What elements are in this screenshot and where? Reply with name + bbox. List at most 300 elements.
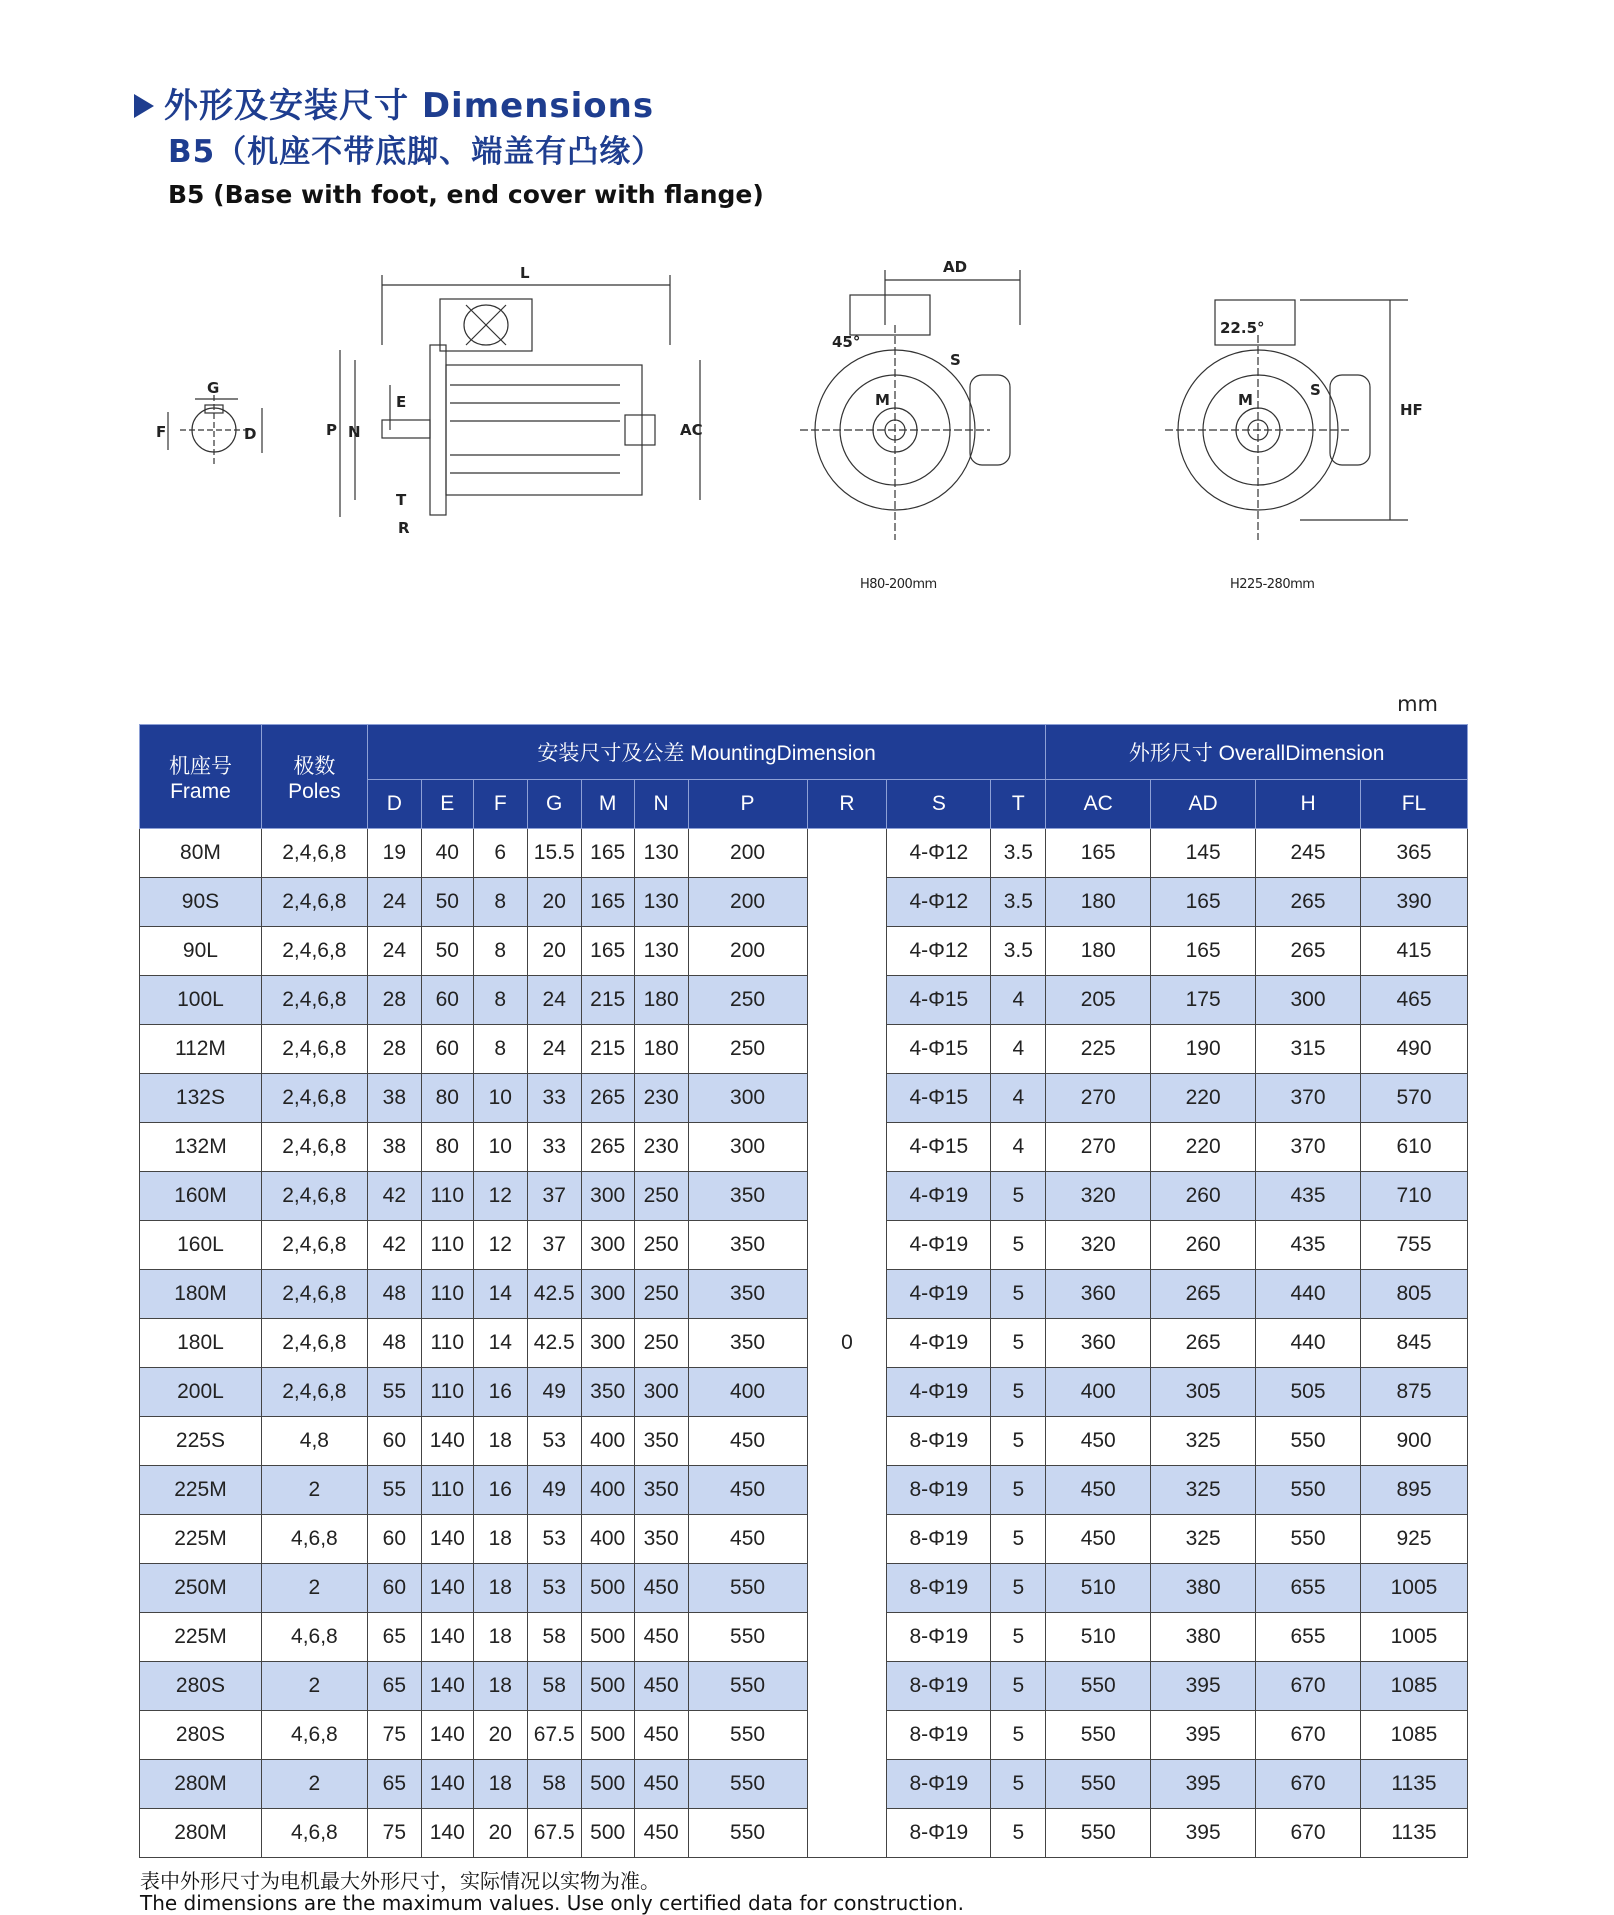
cell-ac: 550 <box>1046 1711 1151 1760</box>
cell-e: 140 <box>421 1711 473 1760</box>
cell-e: 110 <box>421 1172 473 1221</box>
cell-poles: 4,6,8 <box>261 1613 367 1662</box>
cell-t: 3.5 <box>991 927 1046 976</box>
cell-ac: 205 <box>1046 976 1151 1025</box>
cell-m: 500 <box>581 1613 634 1662</box>
table-row <box>140 1515 1468 1564</box>
cell-g: 53 <box>527 1564 581 1613</box>
cell-g: 58 <box>527 1760 581 1809</box>
label-D: D <box>244 425 257 443</box>
table-row <box>140 1564 1468 1613</box>
cell-p: 550 <box>688 1662 807 1711</box>
cell-fl: 805 <box>1360 1270 1467 1319</box>
cell-n: 450 <box>634 1711 688 1760</box>
cell-s: 4-Φ19 <box>887 1368 991 1417</box>
cell-p: 400 <box>688 1368 807 1417</box>
cell-s: 4-Φ12 <box>887 878 991 927</box>
label-45deg: 45° <box>832 333 861 351</box>
cell-p: 200 <box>688 878 807 927</box>
cell-frame: 132M <box>140 1123 262 1172</box>
cell-fl: 710 <box>1360 1172 1467 1221</box>
cell-fl: 465 <box>1360 976 1467 1025</box>
cell-ac: 400 <box>1046 1368 1151 1417</box>
label-F: F <box>156 423 167 441</box>
cell-n: 250 <box>634 1172 688 1221</box>
cell-m: 400 <box>581 1515 634 1564</box>
cell-p: 200 <box>688 829 807 878</box>
cell-m: 400 <box>581 1417 634 1466</box>
col-header-D: D <box>367 780 421 829</box>
cell-h: 505 <box>1256 1368 1361 1417</box>
cell-d: 65 <box>367 1662 421 1711</box>
technical-drawings <box>150 255 1470 600</box>
cell-d: 75 <box>367 1711 421 1760</box>
cell-p: 250 <box>688 1025 807 1074</box>
cell-d: 19 <box>367 829 421 878</box>
cell-d: 28 <box>367 976 421 1025</box>
cell-h: 435 <box>1256 1172 1361 1221</box>
label-AC: AC <box>680 421 703 439</box>
cell-d: 24 <box>367 927 421 976</box>
cell-ad: 325 <box>1151 1417 1256 1466</box>
header-mounting-group: 安装尺寸及公差 MountingDimension <box>367 725 1045 780</box>
table-row <box>140 1809 1468 1858</box>
table-row <box>140 1711 1468 1760</box>
col-header-P: P <box>688 780 807 829</box>
table-row <box>140 1074 1468 1123</box>
cell-e: 60 <box>421 1025 473 1074</box>
header-frame <box>140 725 262 829</box>
cell-n: 450 <box>634 1613 688 1662</box>
cell-poles: 4,6,8 <box>261 1515 367 1564</box>
cell-g: 24 <box>527 1025 581 1074</box>
page-heading <box>134 86 764 212</box>
cell-g: 15.5 <box>527 829 581 878</box>
footnotes <box>140 1870 964 1914</box>
cell-ad: 265 <box>1151 1270 1256 1319</box>
cell-frame: 280M <box>140 1809 262 1858</box>
cell-r: 0 <box>807 829 887 1858</box>
cell-fl: 1005 <box>1360 1564 1467 1613</box>
cell-frame: 160L <box>140 1221 262 1270</box>
cell-e: 110 <box>421 1270 473 1319</box>
cell-h: 265 <box>1256 927 1361 976</box>
cell-n: 350 <box>634 1466 688 1515</box>
subtitle-en: B5 (Base with foot, end cover with flange) <box>168 180 764 209</box>
cell-m: 500 <box>581 1711 634 1760</box>
cell-fl: 1005 <box>1360 1613 1467 1662</box>
cell-ad: 165 <box>1151 927 1256 976</box>
cell-d: 38 <box>367 1074 421 1123</box>
table-row <box>140 927 1468 976</box>
cell-poles: 2 <box>261 1760 367 1809</box>
header-poles <box>261 725 367 829</box>
cell-poles: 2,4,6,8 <box>261 1319 367 1368</box>
header-poles-en: Poles <box>288 779 341 803</box>
cell-g: 20 <box>527 878 581 927</box>
cell-h: 440 <box>1256 1319 1361 1368</box>
cell-s: 4-Φ19 <box>887 1319 991 1368</box>
cell-poles: 2 <box>261 1564 367 1613</box>
cell-frame: 225M <box>140 1613 262 1662</box>
cell-m: 165 <box>581 829 634 878</box>
section-title <box>134 86 764 126</box>
cell-ad: 325 <box>1151 1515 1256 1564</box>
cell-m: 265 <box>581 1123 634 1172</box>
cell-g: 49 <box>527 1466 581 1515</box>
cell-d: 55 <box>367 1368 421 1417</box>
cell-f: 8 <box>473 1025 527 1074</box>
table-row <box>140 878 1468 927</box>
cell-f: 10 <box>473 1074 527 1123</box>
cell-f: 18 <box>473 1417 527 1466</box>
cell-poles: 2,4,6,8 <box>261 1172 367 1221</box>
cell-frame: 180M <box>140 1270 262 1319</box>
cell-e: 140 <box>421 1613 473 1662</box>
section-title-text: 外形及安装尺寸 Dimensions <box>164 86 655 126</box>
cell-p: 350 <box>688 1172 807 1221</box>
cell-t: 4 <box>991 976 1046 1025</box>
cell-p: 550 <box>688 1613 807 1662</box>
col-header-F: F <box>473 780 527 829</box>
cell-frame: 112M <box>140 1025 262 1074</box>
cell-poles: 4,8 <box>261 1417 367 1466</box>
cell-poles: 2,4,6,8 <box>261 1025 367 1074</box>
cell-f: 8 <box>473 927 527 976</box>
cell-t: 3.5 <box>991 829 1046 878</box>
cell-s: 4-Φ15 <box>887 1074 991 1123</box>
cell-n: 180 <box>634 976 688 1025</box>
table-row <box>140 1025 1468 1074</box>
cell-f: 20 <box>473 1711 527 1760</box>
cell-ad: 175 <box>1151 976 1256 1025</box>
cell-f: 8 <box>473 878 527 927</box>
cell-frame: 80M <box>140 829 262 878</box>
cell-n: 230 <box>634 1074 688 1123</box>
cell-g: 67.5 <box>527 1809 581 1858</box>
cell-t: 5 <box>991 1417 1046 1466</box>
cell-p: 450 <box>688 1515 807 1564</box>
cell-ac: 180 <box>1046 927 1151 976</box>
cell-s: 8-Φ19 <box>887 1711 991 1760</box>
cell-m: 500 <box>581 1760 634 1809</box>
footnote-cn: 表中外形尺寸为电机最大外形尺寸，实际情况以实物为准。 <box>140 1869 660 1893</box>
cell-ac: 225 <box>1046 1025 1151 1074</box>
cell-e: 140 <box>421 1564 473 1613</box>
table-row <box>140 1319 1468 1368</box>
cell-frame: 132S <box>140 1074 262 1123</box>
cell-p: 450 <box>688 1417 807 1466</box>
cell-d: 65 <box>367 1613 421 1662</box>
cell-n: 250 <box>634 1319 688 1368</box>
cell-d: 42 <box>367 1172 421 1221</box>
cell-h: 550 <box>1256 1417 1361 1466</box>
cell-p: 550 <box>688 1711 807 1760</box>
cell-fl: 900 <box>1360 1417 1467 1466</box>
cell-h: 435 <box>1256 1221 1361 1270</box>
header-frame-en: Frame <box>170 779 231 803</box>
cell-f: 18 <box>473 1760 527 1809</box>
table-row <box>140 1221 1468 1270</box>
cell-m: 350 <box>581 1368 634 1417</box>
label-N: N <box>348 423 361 441</box>
cell-f: 8 <box>473 976 527 1025</box>
cell-frame: 250M <box>140 1564 262 1613</box>
cell-poles: 4,6,8 <box>261 1809 367 1858</box>
cell-n: 450 <box>634 1662 688 1711</box>
header-poles-cn: 极数 <box>293 754 336 778</box>
cell-d: 75 <box>367 1809 421 1858</box>
cell-ac: 320 <box>1046 1221 1151 1270</box>
table-row <box>140 829 1468 878</box>
table-row <box>140 1172 1468 1221</box>
caption-h225-280: H225-280mm <box>1230 577 1315 592</box>
cell-poles: 2 <box>261 1662 367 1711</box>
cell-t: 4 <box>991 1074 1046 1123</box>
cell-h: 245 <box>1256 829 1361 878</box>
cell-t: 5 <box>991 1662 1046 1711</box>
cell-t: 5 <box>991 1466 1046 1515</box>
cell-s: 4-Φ19 <box>887 1172 991 1221</box>
cell-n: 250 <box>634 1221 688 1270</box>
label-G: G <box>207 379 220 397</box>
cell-n: 450 <box>634 1809 688 1858</box>
cell-p: 350 <box>688 1270 807 1319</box>
label-AD: AD <box>943 258 968 276</box>
cell-s: 4-Φ15 <box>887 1025 991 1074</box>
cell-n: 130 <box>634 829 688 878</box>
cell-h: 315 <box>1256 1025 1361 1074</box>
cell-g: 67.5 <box>527 1711 581 1760</box>
cell-ad: 260 <box>1151 1221 1256 1270</box>
cell-poles: 2,4,6,8 <box>261 976 367 1025</box>
cell-ac: 450 <box>1046 1417 1151 1466</box>
cell-ad: 395 <box>1151 1809 1256 1858</box>
cell-s: 4-Φ19 <box>887 1270 991 1319</box>
col-header-FL: FL <box>1360 780 1467 829</box>
col-header-T: T <box>991 780 1046 829</box>
cell-h: 440 <box>1256 1270 1361 1319</box>
cell-s: 8-Φ19 <box>887 1515 991 1564</box>
cell-frame: 180L <box>140 1319 262 1368</box>
cell-f: 10 <box>473 1123 527 1172</box>
cell-s: 8-Φ19 <box>887 1809 991 1858</box>
cell-t: 5 <box>991 1711 1046 1760</box>
cell-ac: 180 <box>1046 878 1151 927</box>
cell-fl: 365 <box>1360 829 1467 878</box>
cell-d: 24 <box>367 878 421 927</box>
label-S2: S <box>1310 381 1321 399</box>
cell-ad: 325 <box>1151 1466 1256 1515</box>
cell-ac: 550 <box>1046 1809 1151 1858</box>
cell-ad: 265 <box>1151 1319 1256 1368</box>
dimensions-table <box>139 724 1468 1858</box>
cell-e: 140 <box>421 1515 473 1564</box>
cell-e: 60 <box>421 976 473 1025</box>
cell-frame: 225M <box>140 1515 262 1564</box>
cell-poles: 2,4,6,8 <box>261 829 367 878</box>
table-row <box>140 1270 1468 1319</box>
table-row <box>140 1123 1468 1172</box>
cell-m: 215 <box>581 976 634 1025</box>
cell-ac: 450 <box>1046 1466 1151 1515</box>
cell-ad: 220 <box>1151 1074 1256 1123</box>
cell-ac: 270 <box>1046 1123 1151 1172</box>
table-row <box>140 976 1468 1025</box>
table-row <box>140 1760 1468 1809</box>
cell-t: 5 <box>991 1564 1046 1613</box>
cell-g: 33 <box>527 1123 581 1172</box>
cell-n: 350 <box>634 1417 688 1466</box>
cell-ac: 550 <box>1046 1662 1151 1711</box>
cell-frame: 280S <box>140 1711 262 1760</box>
cell-ad: 260 <box>1151 1172 1256 1221</box>
cell-fl: 895 <box>1360 1466 1467 1515</box>
cell-poles: 2,4,6,8 <box>261 1123 367 1172</box>
cell-d: 48 <box>367 1319 421 1368</box>
cell-n: 450 <box>634 1564 688 1613</box>
cell-e: 110 <box>421 1368 473 1417</box>
cell-t: 4 <box>991 1025 1046 1074</box>
cell-ad: 395 <box>1151 1711 1256 1760</box>
cell-frame: 225S <box>140 1417 262 1466</box>
label-R: R <box>398 519 410 537</box>
cell-ad: 395 <box>1151 1760 1256 1809</box>
cell-fl: 845 <box>1360 1319 1467 1368</box>
cell-t: 5 <box>991 1613 1046 1662</box>
label-HF: HF <box>1400 401 1423 419</box>
cell-frame: 100L <box>140 976 262 1025</box>
cell-n: 300 <box>634 1368 688 1417</box>
cell-s: 8-Φ19 <box>887 1564 991 1613</box>
table-row <box>140 1662 1468 1711</box>
cell-f: 12 <box>473 1221 527 1270</box>
cell-f: 14 <box>473 1270 527 1319</box>
cell-fl: 1085 <box>1360 1662 1467 1711</box>
cell-t: 3.5 <box>991 878 1046 927</box>
cell-d: 42 <box>367 1221 421 1270</box>
cell-e: 140 <box>421 1809 473 1858</box>
cell-m: 500 <box>581 1809 634 1858</box>
cell-t: 5 <box>991 1760 1046 1809</box>
cell-m: 165 <box>581 878 634 927</box>
cell-fl: 1085 <box>1360 1711 1467 1760</box>
cell-t: 5 <box>991 1809 1046 1858</box>
cell-e: 40 <box>421 829 473 878</box>
cell-h: 670 <box>1256 1809 1361 1858</box>
cell-fl: 390 <box>1360 878 1467 927</box>
cell-ac: 320 <box>1046 1172 1151 1221</box>
cell-poles: 2,4,6,8 <box>261 1270 367 1319</box>
cell-e: 140 <box>421 1417 473 1466</box>
cell-ac: 360 <box>1046 1319 1151 1368</box>
cell-f: 18 <box>473 1613 527 1662</box>
cell-d: 60 <box>367 1564 421 1613</box>
cell-frame: 280M <box>140 1760 262 1809</box>
cell-s: 4-Φ19 <box>887 1221 991 1270</box>
cell-ac: 270 <box>1046 1074 1151 1123</box>
cell-n: 250 <box>634 1270 688 1319</box>
table-row <box>140 1368 1468 1417</box>
cell-g: 20 <box>527 927 581 976</box>
cell-ad: 220 <box>1151 1123 1256 1172</box>
cell-s: 4-Φ15 <box>887 976 991 1025</box>
col-header-E: E <box>421 780 473 829</box>
cell-f: 14 <box>473 1319 527 1368</box>
cell-e: 110 <box>421 1466 473 1515</box>
col-header-AC: AC <box>1046 780 1151 829</box>
front-view-h80-200 <box>800 258 1020 540</box>
col-header-R: R <box>807 780 887 829</box>
cell-d: 28 <box>367 1025 421 1074</box>
cell-p: 550 <box>688 1564 807 1613</box>
cell-p: 250 <box>688 976 807 1025</box>
cell-g: 53 <box>527 1515 581 1564</box>
cell-ad: 190 <box>1151 1025 1256 1074</box>
cell-poles: 4,6,8 <box>261 1711 367 1760</box>
cell-s: 4-Φ15 <box>887 1123 991 1172</box>
cell-t: 4 <box>991 1123 1046 1172</box>
cell-g: 37 <box>527 1221 581 1270</box>
cell-s: 8-Φ19 <box>887 1466 991 1515</box>
cell-s: 8-Φ19 <box>887 1760 991 1809</box>
cell-p: 450 <box>688 1466 807 1515</box>
cell-fl: 875 <box>1360 1368 1467 1417</box>
cell-t: 5 <box>991 1368 1046 1417</box>
label-P: P <box>326 421 337 439</box>
cell-g: 53 <box>527 1417 581 1466</box>
cell-g: 37 <box>527 1172 581 1221</box>
cell-t: 5 <box>991 1221 1046 1270</box>
cell-d: 60 <box>367 1417 421 1466</box>
cell-t: 5 <box>991 1319 1046 1368</box>
cell-fl: 415 <box>1360 927 1467 976</box>
cell-ad: 395 <box>1151 1662 1256 1711</box>
cell-ad: 380 <box>1151 1613 1256 1662</box>
cell-n: 130 <box>634 927 688 976</box>
cell-poles: 2,4,6,8 <box>261 878 367 927</box>
motor-side-view <box>326 264 703 537</box>
cell-e: 80 <box>421 1123 473 1172</box>
cell-d: 48 <box>367 1270 421 1319</box>
cell-poles: 2 <box>261 1466 367 1515</box>
cell-frame: 90S <box>140 878 262 927</box>
cell-t: 5 <box>991 1515 1046 1564</box>
cell-h: 670 <box>1256 1662 1361 1711</box>
cell-p: 350 <box>688 1319 807 1368</box>
cell-p: 200 <box>688 927 807 976</box>
cell-ad: 380 <box>1151 1564 1256 1613</box>
cell-g: 42.5 <box>527 1270 581 1319</box>
cell-fl: 925 <box>1360 1515 1467 1564</box>
cell-ad: 165 <box>1151 878 1256 927</box>
cell-ac: 510 <box>1046 1613 1151 1662</box>
cell-s: 8-Φ19 <box>887 1417 991 1466</box>
cell-h: 670 <box>1256 1760 1361 1809</box>
cell-frame: 200L <box>140 1368 262 1417</box>
cell-f: 12 <box>473 1172 527 1221</box>
cell-h: 300 <box>1256 976 1361 1025</box>
col-header-M: M <box>581 780 634 829</box>
label-E: E <box>396 393 407 411</box>
footnote-en: The dimensions are the maximum values. Use only certified data for construction. <box>140 1891 964 1915</box>
cell-frame: 225M <box>140 1466 262 1515</box>
cell-p: 300 <box>688 1074 807 1123</box>
shaft-end-view <box>156 379 262 465</box>
cell-h: 550 <box>1256 1466 1361 1515</box>
cell-s: 8-Φ19 <box>887 1613 991 1662</box>
cell-frame: 280S <box>140 1662 262 1711</box>
